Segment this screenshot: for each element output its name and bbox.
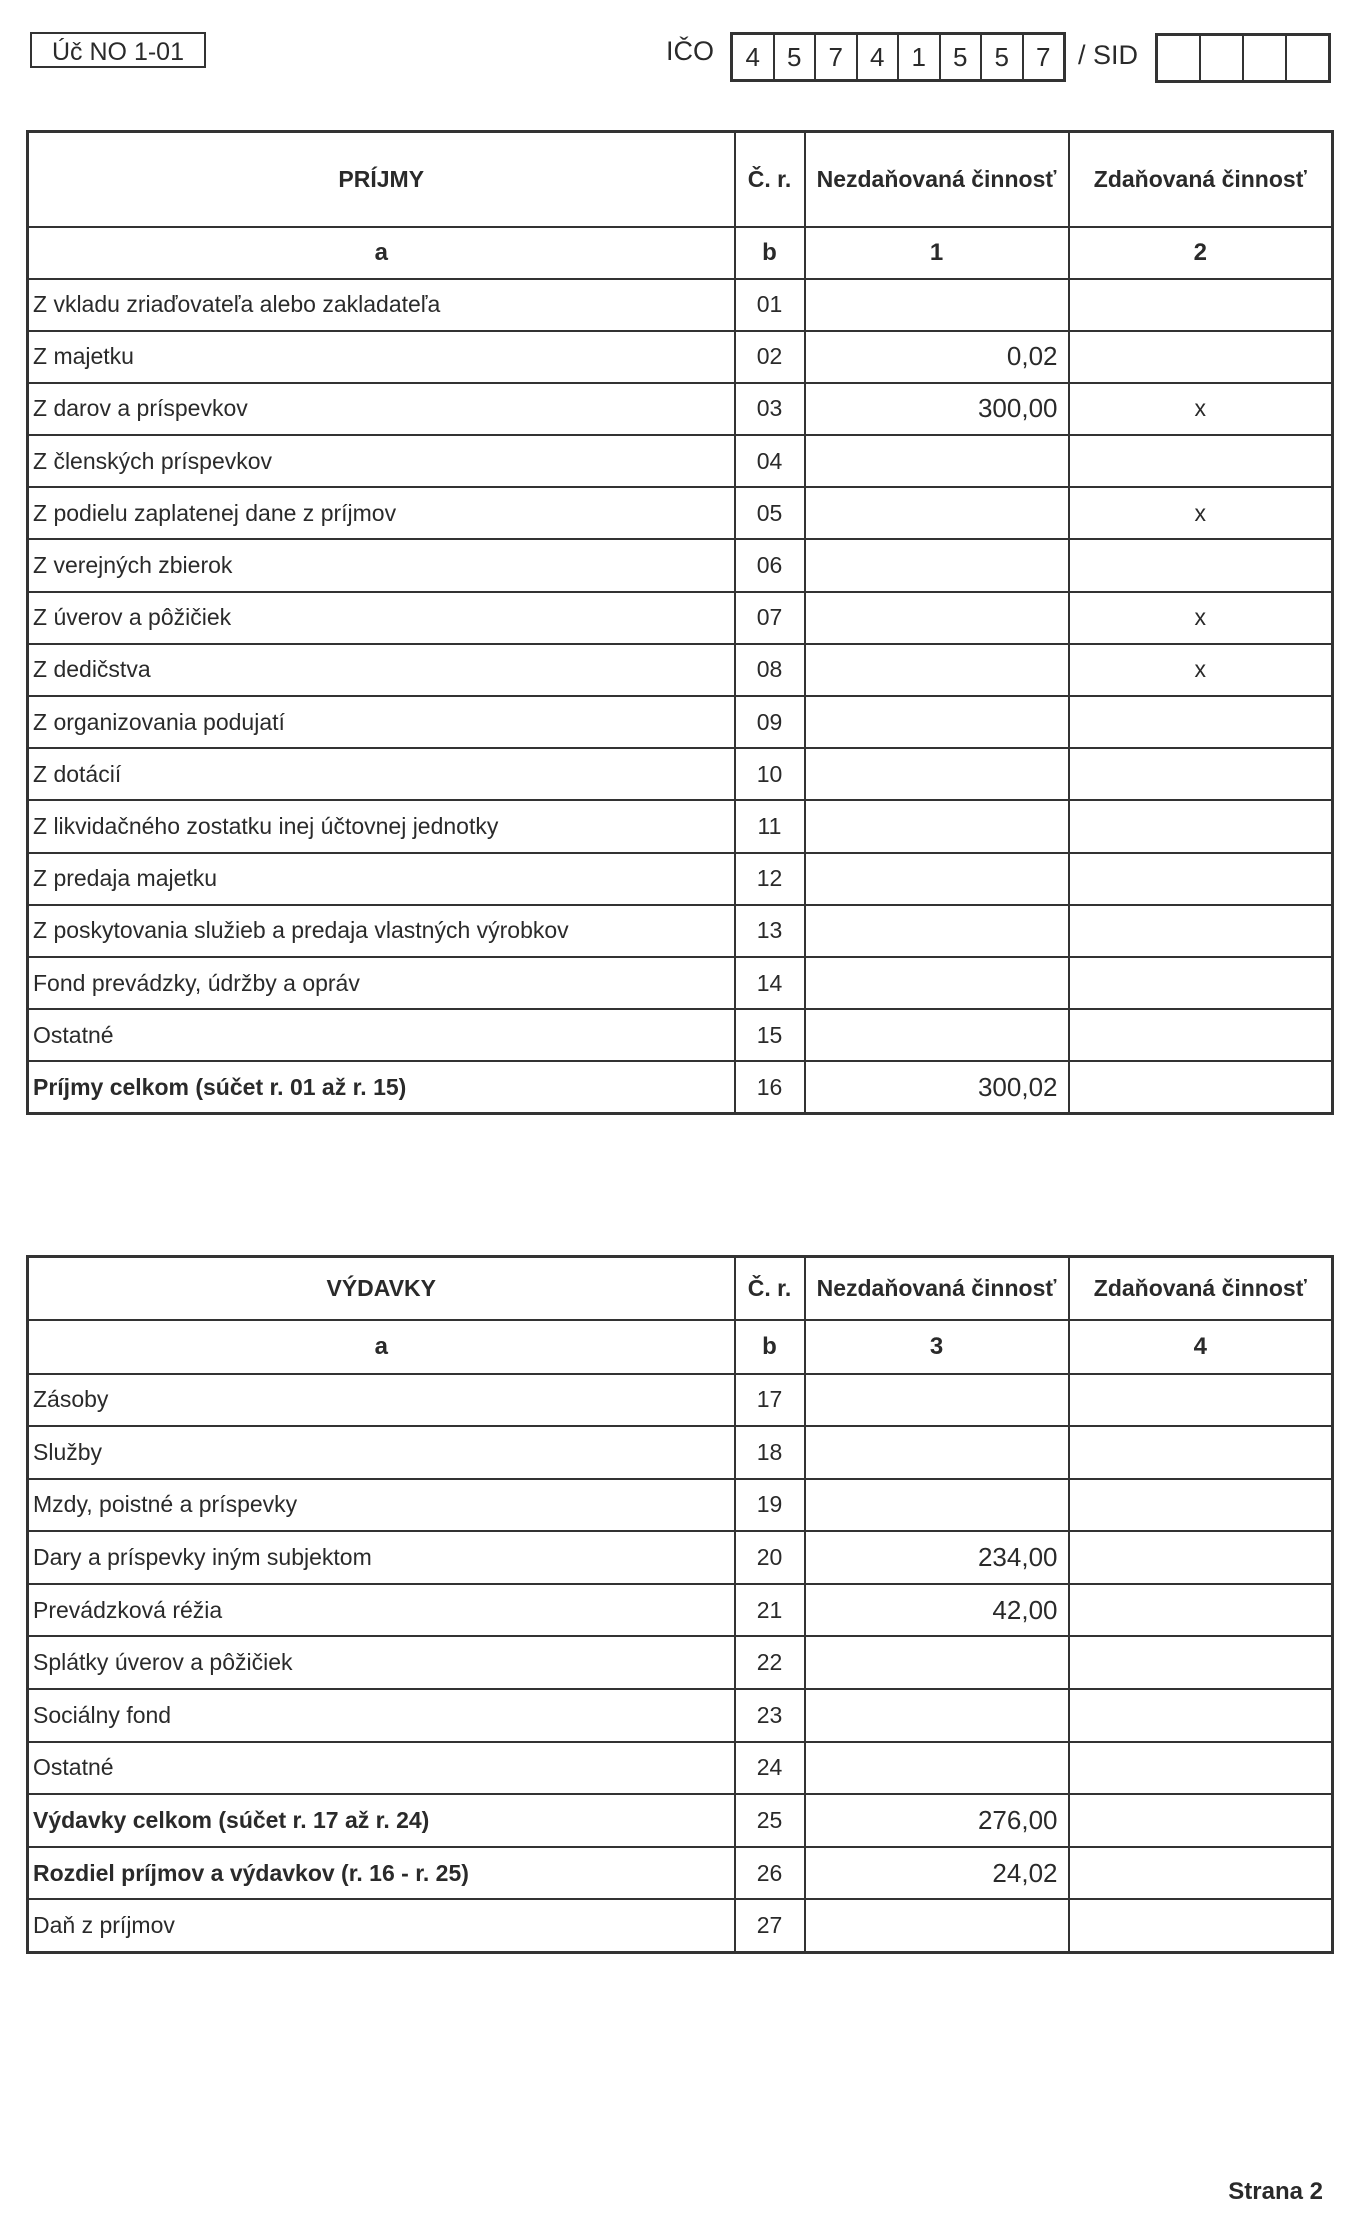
untaxed-value[interactable] xyxy=(805,800,1069,852)
row-number: 25 xyxy=(735,1794,805,1847)
row-number: 01 xyxy=(735,279,805,331)
row-number: 12 xyxy=(735,853,805,905)
row-label: Dary a príspevky iným subjektom xyxy=(28,1531,735,1584)
row-label: Z dedičstva xyxy=(28,644,735,696)
row-number: 27 xyxy=(735,1899,805,1952)
taxed-value[interactable] xyxy=(1069,800,1333,852)
untaxed-value[interactable] xyxy=(805,1009,1069,1061)
taxed-value[interactable] xyxy=(1069,435,1333,487)
row-number: 08 xyxy=(735,644,805,696)
row-label: Z predaja majetku xyxy=(28,853,735,905)
table-row xyxy=(28,1479,1333,1532)
row-number: 06 xyxy=(735,539,805,591)
taxed-value[interactable]: x xyxy=(1069,644,1333,696)
row-number: 04 xyxy=(735,435,805,487)
page-number: Strana 2 xyxy=(1228,2178,1323,2205)
row-number: 21 xyxy=(735,1584,805,1637)
table-row xyxy=(28,1531,1333,1584)
table-row xyxy=(28,383,1333,435)
col-label-b: b xyxy=(735,1320,805,1374)
digit-box[interactable] xyxy=(1287,36,1328,80)
untaxed-value[interactable] xyxy=(805,748,1069,800)
row-label: Prevádzková réžia xyxy=(28,1584,735,1637)
row-number: 15 xyxy=(735,1009,805,1061)
untaxed-value[interactable]: 42,00 xyxy=(805,1584,1069,1637)
untaxed-value[interactable]: 300,02 xyxy=(805,1061,1069,1113)
taxed-value[interactable] xyxy=(1069,1426,1333,1479)
taxed-value[interactable] xyxy=(1069,1742,1333,1795)
row-label: Príjmy celkom (súčet r. 01 až r. 15) xyxy=(28,1061,735,1113)
taxed-value[interactable] xyxy=(1069,1584,1333,1637)
table-row xyxy=(28,853,1333,905)
row-number: 03 xyxy=(735,383,805,435)
taxed-value[interactable] xyxy=(1069,539,1333,591)
untaxed-value[interactable]: 300,00 xyxy=(805,383,1069,435)
untaxed-value[interactable]: 234,00 xyxy=(805,1531,1069,1584)
row-label: Z darov a príspevkov xyxy=(28,383,735,435)
taxed-value[interactable] xyxy=(1069,853,1333,905)
row-label: Sociálny fond xyxy=(28,1689,735,1742)
row-label: Rozdiel príjmov a výdavkov (r. 16 - r. 25) xyxy=(28,1847,735,1900)
taxed-value[interactable] xyxy=(1069,1847,1333,1900)
row-label: Ostatné xyxy=(28,1742,735,1795)
table-row xyxy=(28,487,1333,539)
taxed-value[interactable] xyxy=(1069,279,1333,331)
untaxed-value[interactable] xyxy=(805,279,1069,331)
taxed-value[interactable] xyxy=(1069,957,1333,1009)
row-number: 11 xyxy=(735,800,805,852)
taxed-value[interactable] xyxy=(1069,331,1333,383)
row-number: 02 xyxy=(735,331,805,383)
row-number-header: Č. r. xyxy=(735,1257,805,1320)
taxed-value[interactable]: x xyxy=(1069,383,1333,435)
row-label: Z poskytovania služieb a predaja vlastných výrobkov xyxy=(28,905,735,957)
table-row xyxy=(28,1374,1333,1427)
taxed-value[interactable]: x xyxy=(1069,592,1333,644)
taxed-value[interactable] xyxy=(1069,1009,1333,1061)
table-row xyxy=(28,1899,1333,1952)
taxed-value[interactable] xyxy=(1069,905,1333,957)
taxed-value[interactable] xyxy=(1069,1531,1333,1584)
table-row xyxy=(28,1794,1333,1847)
table-row xyxy=(28,905,1333,957)
untaxed-value[interactable] xyxy=(805,853,1069,905)
row-label: Z dotácií xyxy=(28,748,735,800)
table-row xyxy=(28,748,1333,800)
row-label: Splátky úverov a pôžičiek xyxy=(28,1636,735,1689)
taxed-value[interactable] xyxy=(1069,1479,1333,1532)
untaxed-value[interactable] xyxy=(805,957,1069,1009)
income-title: PRÍJMY xyxy=(28,132,735,227)
row-label: Mzdy, poistné a príspevky xyxy=(28,1479,735,1532)
digit-box[interactable]: 5 xyxy=(941,35,983,79)
untaxed-header: Nezdaňovaná činnosť xyxy=(805,1257,1069,1320)
untaxed-value[interactable] xyxy=(805,1374,1069,1427)
taxed-value[interactable] xyxy=(1069,1061,1333,1113)
untaxed-value[interactable] xyxy=(805,539,1069,591)
table-row xyxy=(28,1009,1333,1061)
taxed-value[interactable] xyxy=(1069,1794,1333,1847)
untaxed-value[interactable] xyxy=(805,644,1069,696)
untaxed-value[interactable] xyxy=(805,435,1069,487)
untaxed-value[interactable] xyxy=(805,487,1069,539)
col-label-1: 1 xyxy=(805,227,1069,279)
row-label: Z majetku xyxy=(28,331,735,383)
digit-box[interactable] xyxy=(1158,36,1201,80)
row-label: Z organizovania podujatí xyxy=(28,696,735,748)
row-label: Z úverov a pôžičiek xyxy=(28,592,735,644)
untaxed-value[interactable] xyxy=(805,1479,1069,1532)
untaxed-header: Nezdaňovaná činnosť xyxy=(805,132,1069,227)
table-row xyxy=(28,644,1333,696)
row-label: Z verejných zbierok xyxy=(28,539,735,591)
row-number: 10 xyxy=(735,748,805,800)
row-number: 19 xyxy=(735,1479,805,1532)
untaxed-value[interactable] xyxy=(805,1426,1069,1479)
untaxed-value[interactable]: 276,00 xyxy=(805,1794,1069,1847)
row-label: Výdavky celkom (súčet r. 17 až r. 24) xyxy=(28,1794,735,1847)
table-row xyxy=(28,1636,1333,1689)
col-label-3: 3 xyxy=(805,1320,1069,1374)
table-row xyxy=(28,1426,1333,1479)
untaxed-value[interactable] xyxy=(805,592,1069,644)
taxed-value[interactable] xyxy=(1069,1689,1333,1742)
untaxed-value[interactable] xyxy=(805,1636,1069,1689)
digit-box[interactable]: 7 xyxy=(1036,41,1051,72)
row-label: Z likvidačného zostatku inej účtovnej jednotky xyxy=(28,800,735,852)
row-number: 22 xyxy=(735,1636,805,1689)
taxed-value[interactable] xyxy=(1069,1899,1333,1952)
row-number: 26 xyxy=(735,1847,805,1900)
taxed-value[interactable] xyxy=(1069,748,1333,800)
row-number: 23 xyxy=(735,1689,805,1742)
row-number: 07 xyxy=(735,592,805,644)
untaxed-value[interactable] xyxy=(805,696,1069,748)
expenses-title: VÝDAVKY xyxy=(28,1257,735,1320)
table-row xyxy=(28,1847,1333,1900)
row-number: 20 xyxy=(735,1531,805,1584)
row-number: 14 xyxy=(735,957,805,1009)
taxed-value[interactable]: x xyxy=(1069,487,1333,539)
untaxed-value[interactable] xyxy=(805,905,1069,957)
table-row xyxy=(28,435,1333,487)
digit-box[interactable] xyxy=(1201,36,1244,80)
row-number: 16 xyxy=(735,1061,805,1113)
col-label-a: a xyxy=(28,1320,735,1374)
sid-label: / SID xyxy=(1078,40,1139,70)
ico-label: IČO xyxy=(666,36,715,66)
digit-box[interactable]: 5 xyxy=(775,35,817,79)
digit-box[interactable]: 7 xyxy=(816,35,858,79)
income-table xyxy=(26,130,1334,1115)
table-row xyxy=(28,331,1333,383)
digit-box[interactable]: 1 xyxy=(899,35,941,79)
col-label-4: 4 xyxy=(1069,1320,1333,1374)
untaxed-value[interactable] xyxy=(805,1899,1069,1952)
row-label: Služby xyxy=(28,1426,735,1479)
taxed-header: Zdaňovaná činnosť xyxy=(1069,1257,1333,1320)
table-row xyxy=(28,1742,1333,1795)
row-label: Zásoby xyxy=(28,1374,735,1427)
table-row xyxy=(28,800,1333,852)
taxed-value[interactable] xyxy=(1069,1636,1333,1689)
digit-box[interactable]: 4 xyxy=(858,35,900,79)
digit-box[interactable] xyxy=(1244,36,1287,80)
row-number-header: Č. r. xyxy=(735,132,805,227)
row-label: Ostatné xyxy=(28,1009,735,1061)
row-number: 13 xyxy=(735,905,805,957)
untaxed-value[interactable]: 24,02 xyxy=(805,1847,1069,1900)
taxed-value[interactable] xyxy=(1069,696,1333,748)
col-label-b: b xyxy=(735,227,805,279)
untaxed-value[interactable] xyxy=(805,1689,1069,1742)
digit-box[interactable]: 4 xyxy=(733,35,775,79)
row-label: Z členských príspevkov xyxy=(28,435,735,487)
untaxed-value[interactable]: 0,02 xyxy=(805,331,1069,383)
col-label-2: 2 xyxy=(1069,227,1333,279)
digit-box[interactable]: 5 xyxy=(982,35,1024,79)
taxed-header: Zdaňovaná činnosť xyxy=(1069,132,1333,227)
row-number: 17 xyxy=(735,1374,805,1427)
col-label-a: a xyxy=(28,227,735,279)
table-row xyxy=(28,1584,1333,1637)
row-number: 18 xyxy=(735,1426,805,1479)
row-label: Z podielu zaplatenej dane z príjmov xyxy=(28,487,735,539)
table-row xyxy=(28,1061,1333,1113)
table-row xyxy=(28,696,1333,748)
form-code: Úč NO 1-01 xyxy=(30,32,206,68)
table-row xyxy=(28,1689,1333,1742)
row-label: Daň z príjmov xyxy=(28,1899,735,1952)
taxed-value[interactable] xyxy=(1069,1374,1333,1427)
ico-field[interactable] xyxy=(730,32,1066,82)
row-label: Z vkladu zriaďovateľa alebo zakladateľa xyxy=(28,279,735,331)
row-number: 24 xyxy=(735,1742,805,1795)
table-row xyxy=(28,957,1333,1009)
row-label: Fond prevádzky, údržby a opráv xyxy=(28,957,735,1009)
table-row xyxy=(28,592,1333,644)
table-row xyxy=(28,279,1333,331)
row-number: 09 xyxy=(735,696,805,748)
sid-field[interactable] xyxy=(1155,33,1331,83)
expenses-table xyxy=(26,1255,1334,1954)
untaxed-value[interactable] xyxy=(805,1742,1069,1795)
row-number: 05 xyxy=(735,487,805,539)
table-row xyxy=(28,539,1333,591)
